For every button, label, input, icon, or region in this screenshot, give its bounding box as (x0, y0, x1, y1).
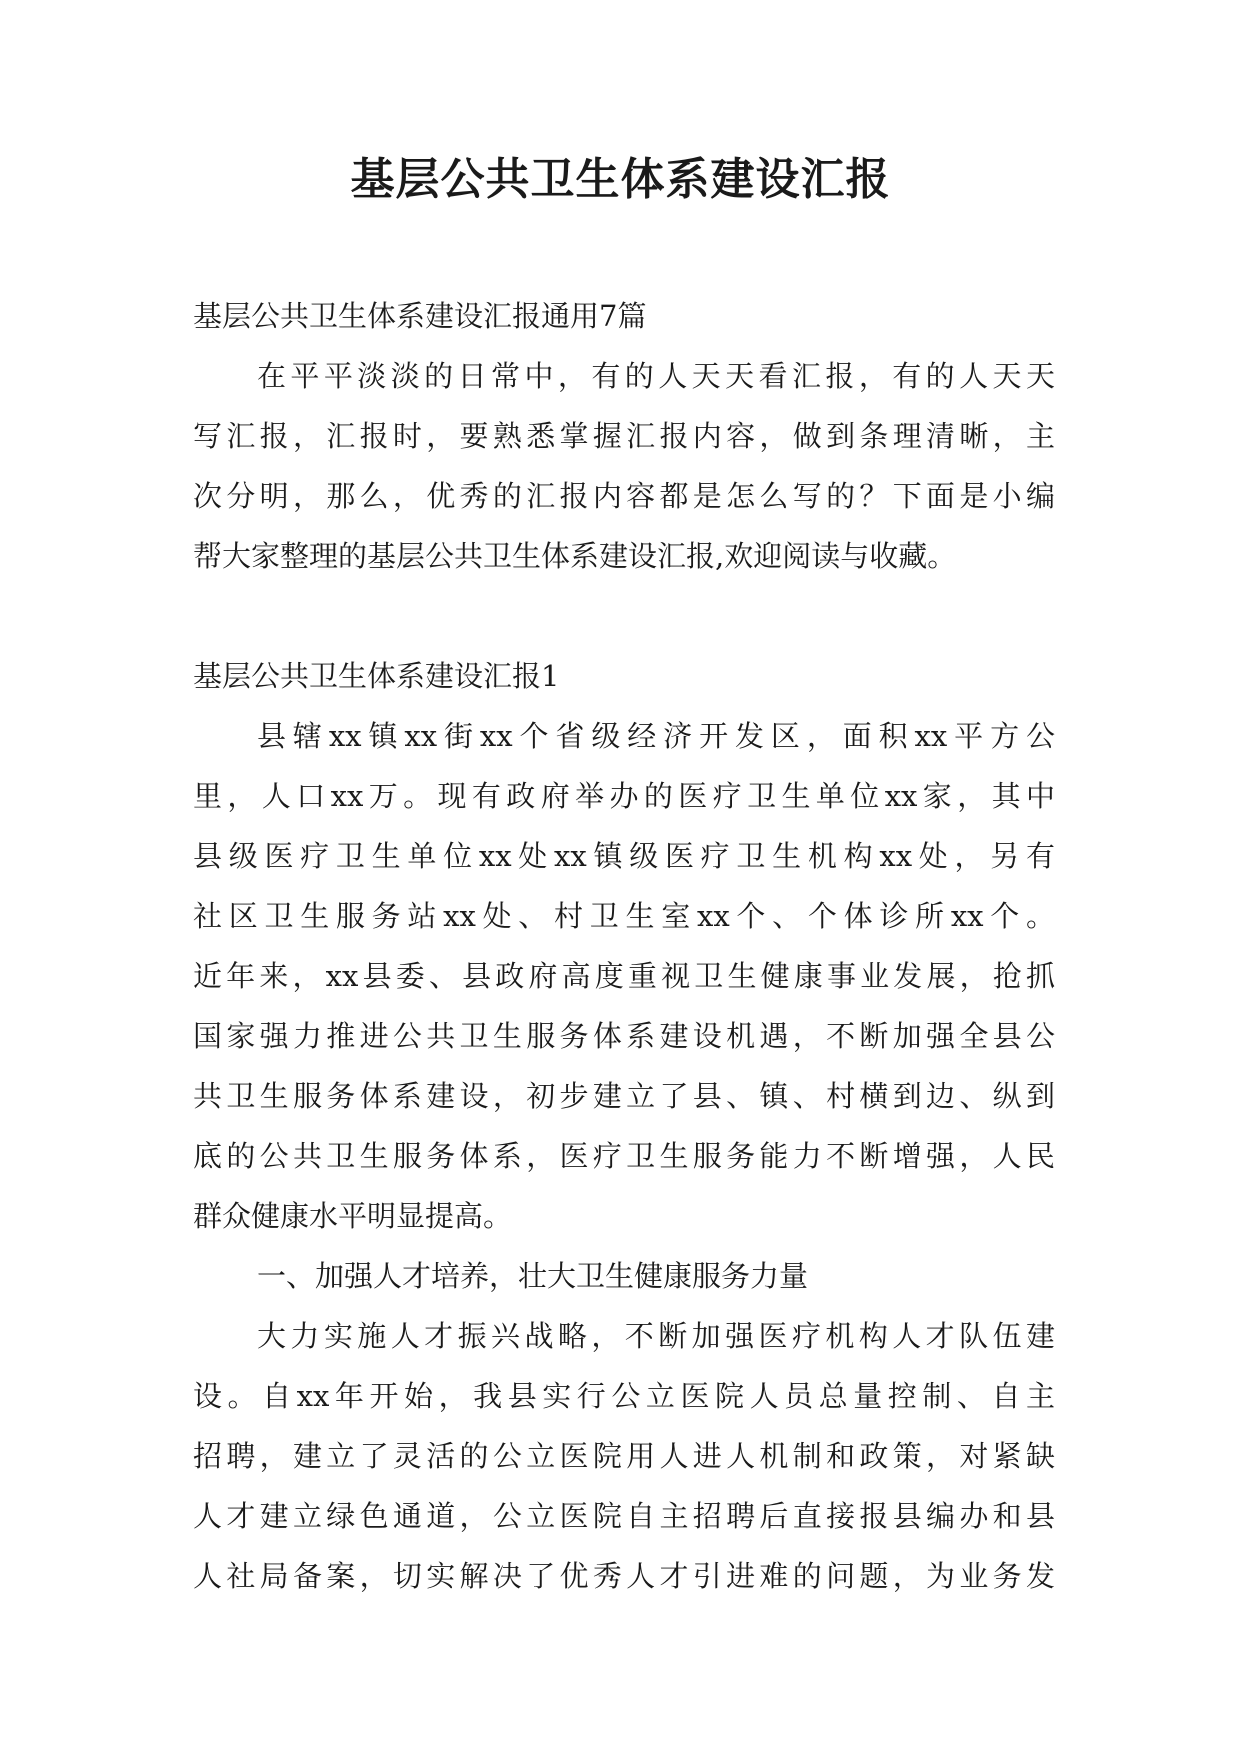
paragraph-line: 共卫生服务体系建设，初步建立了县、镇、村横到边、纵到 (193, 1079, 1055, 1113)
paragraph-line: 招聘，建立了灵活的公立医院用人进人机制和政策，对紧缺 (193, 1439, 1055, 1473)
section1-paragraph-2 (193, 1306, 1055, 1606)
document-subtitle: 基层公共卫生体系建设汇报通用7篇 (193, 299, 647, 333)
paragraph-line: 写汇报，汇报时，要熟悉掌握汇报内容，做到条理清晰，主 (193, 419, 1055, 453)
intro-paragraph (193, 346, 1055, 586)
paragraph-line: 在平平淡淡的日常中，有的人天天看汇报，有的人天天 (257, 359, 1055, 393)
document-body (193, 286, 1055, 1606)
paragraph-line: 次分明，那么，优秀的汇报内容都是怎么写的？下面是小编 (193, 479, 1055, 513)
paragraph-line: 设。自xx年开始，我县实行公立医院人员总量控制、自主 (193, 1379, 1055, 1413)
paragraph-line: 帮大家整理的基层公共卫生体系建设汇报,欢迎阅读与收藏。 (193, 539, 957, 573)
document-title: 基层公共卫生体系建设汇报 (350, 154, 891, 205)
paragraph-line: 人社局备案，切实解决了优秀人才引进难的问题，为业务发 (193, 1559, 1055, 1593)
paragraph-line: 县级医疗卫生单位xx处xx镇级医疗卫生机构xx处，另有 (193, 839, 1055, 873)
paragraph-line: 大力实施人才振兴战略，不断加强医疗机构人才队伍建 (257, 1319, 1055, 1353)
paragraph-line: 社区卫生服务站xx处、村卫生室xx个、个体诊所xx个。 (193, 899, 1055, 933)
paragraph-line: 群众健康水平明显提高。 (193, 1199, 513, 1233)
blank-line (193, 586, 1055, 646)
paragraph-line: 底的公共卫生服务体系，医疗卫生服务能力不断增强，人民 (193, 1139, 1055, 1173)
section1-paragraph-1 (193, 706, 1055, 1246)
paragraph-line: 近年来，xx县委、县政府高度重视卫生健康事业发展，抢抓 (193, 959, 1055, 993)
paragraph-line: 里，人口xx万。现有政府举办的医疗卫生单位xx家，其中 (193, 779, 1055, 813)
section-heading: 基层公共卫生体系建设汇报1 (193, 659, 560, 693)
paragraph-line: 人才建立绿色通道，公立医院自主招聘后直接报县编办和县 (193, 1499, 1055, 1533)
paragraph-line: 国家强力推进公共卫生服务体系建设机遇，不断加强全县公 (193, 1019, 1055, 1053)
subheading: 一、加强人才培养，壮大卫生健康服务力量 (257, 1259, 809, 1293)
paragraph-line: 县辖xx镇xx街xx个省级经济开发区，面积xx平方公 (257, 719, 1055, 753)
